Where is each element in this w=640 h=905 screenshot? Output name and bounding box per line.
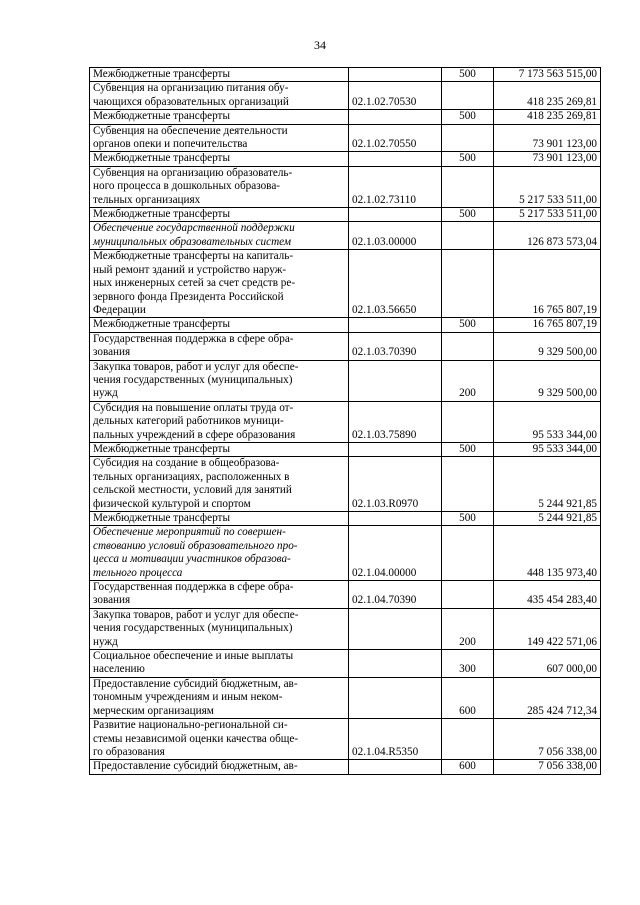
table-row (90, 152, 601, 166)
table-row (90, 166, 601, 207)
target-code-cell: 02.1.02.73110 (349, 166, 442, 207)
expense-type-cell (442, 719, 494, 760)
expense-type-cell: 500 (442, 318, 494, 332)
item-name-line: Межбюджетные трансферты (93, 512, 230, 524)
amount-cell: 418 235 269,81 (494, 82, 601, 110)
item-name-line: нужд (93, 387, 118, 400)
item-name-line: Государственная поддержка в сфере обра- (93, 581, 294, 594)
item-name-line: Развитие национально-региональной си- (93, 719, 288, 732)
amount-cell: 9 329 500,00 (494, 332, 601, 360)
item-name-line: Государственная поддержка в сфере обра- (93, 332, 294, 345)
item-name-line: населению (93, 663, 145, 676)
target-code-cell (349, 68, 442, 82)
item-name-cell (90, 442, 349, 456)
item-name-cell (90, 208, 349, 222)
item-name-cell (90, 110, 349, 124)
amount-cell: 5 217 533 511,00 (494, 166, 601, 207)
target-code-cell (349, 442, 442, 456)
item-name-cell (90, 650, 349, 678)
table-row (90, 401, 601, 442)
item-name-line: пальных учреждений в сфере образования (93, 428, 296, 441)
target-code-cell: 02.1.03.70390 (349, 332, 442, 360)
item-name-line: Субсидия на повышение оплаты труда от- (93, 401, 294, 414)
item-name-line: Межбюджетные трансферты (93, 208, 230, 221)
expense-type-cell: 200 (442, 608, 494, 649)
expense-type-cell: 500 (442, 68, 494, 82)
expense-type-cell (442, 581, 494, 609)
page-number: 34 (314, 38, 326, 52)
amount-cell: 16 765 807,19 (494, 250, 601, 318)
amount-cell: 16 765 807,19 (494, 318, 601, 332)
table-row (90, 526, 601, 581)
target-code-cell (349, 208, 442, 222)
expense-type-cell (442, 457, 494, 512)
table-row (90, 760, 601, 774)
amount-cell: 149 422 571,06 (494, 608, 601, 649)
item-name-line: Социальное обеспечение и иные выплаты (93, 650, 294, 663)
item-name-cell (90, 719, 349, 760)
amount-cell: 73 901 123,00 (494, 152, 601, 166)
expense-type-cell (442, 526, 494, 581)
amount-cell: 7 173 563 515,00 (494, 68, 601, 82)
expense-type-cell: 600 (442, 677, 494, 718)
item-name-line: ный ремонт зданий и устройство наруж- (93, 263, 287, 276)
item-name-line: Межбюджетные трансферты (93, 318, 230, 331)
table-row (90, 608, 601, 649)
item-name-line: Межбюджетные трансферты (93, 68, 230, 80)
amount-cell: 9 329 500,00 (494, 360, 601, 401)
item-name-line: Межбюджетные трансферты на капиталь- (93, 250, 294, 263)
item-name-line: Закупка товаров, работ и услуг для обеспе- (93, 608, 299, 621)
item-name-line: зервного фонда Президента Российской (93, 290, 284, 303)
item-name-line: физической культурой и спортом (93, 497, 251, 510)
item-name-line: дельных категорий работников муници- (93, 415, 284, 428)
item-name-line: тельного процесса (93, 566, 183, 579)
item-name-line: Межбюджетные трансферты (93, 442, 230, 455)
target-code-cell: 02.1.03.75890 (349, 401, 442, 442)
amount-cell: 73 901 123,00 (494, 124, 601, 152)
expense-type-cell (442, 332, 494, 360)
expense-type-cell: 500 (442, 208, 494, 222)
item-name-line: зования (93, 594, 131, 607)
item-name-cell (90, 82, 349, 110)
item-name-line: нужд (93, 635, 118, 648)
item-name-line: Межбюджетные трансферты (93, 110, 230, 123)
item-name-line: мерческим организациям (93, 704, 214, 717)
item-name-line: муниципальных образовательных систем (93, 235, 291, 248)
target-code-cell (349, 360, 442, 401)
amount-cell: 95 533 344,00 (494, 401, 601, 442)
item-name-cell (90, 512, 349, 526)
table-row (90, 677, 601, 718)
expense-type-cell: 600 (442, 760, 494, 774)
item-name-cell (90, 526, 349, 581)
target-code-cell: 02.1.03.56650 (349, 250, 442, 318)
target-code-cell (349, 677, 442, 718)
item-name-cell (90, 124, 349, 152)
expense-type-cell: 300 (442, 650, 494, 678)
item-name-line: зования (93, 346, 131, 359)
table-row (90, 512, 601, 526)
target-code-cell (349, 760, 442, 774)
table-row (90, 82, 601, 110)
item-name-line: сельской местности, условий для занятий (93, 484, 292, 497)
item-name-line: Субсидия на создание в общеобразова- (93, 457, 280, 470)
item-name-cell (90, 457, 349, 512)
target-code-cell (349, 152, 442, 166)
target-code-cell (349, 110, 442, 124)
item-name-line: стемы независимой оценки качества обще- (93, 732, 299, 745)
amount-cell: 7 056 338,00 (494, 760, 601, 774)
table-row (90, 222, 601, 250)
expense-type-cell: 500 (442, 152, 494, 166)
item-name-line: Федерации (93, 303, 146, 316)
item-name-cell (90, 677, 349, 718)
table-row (90, 124, 601, 152)
table-row (90, 360, 601, 401)
expense-type-cell: 500 (442, 110, 494, 124)
target-code-cell (349, 512, 442, 526)
item-name-cell (90, 68, 349, 82)
target-code-cell: 02.1.03.R0970 (349, 457, 442, 512)
expense-type-cell (442, 124, 494, 152)
amount-cell: 448 135 973,40 (494, 526, 601, 581)
item-name-line: органов опеки и попечительства (93, 138, 248, 151)
expense-type-cell: 200 (442, 360, 494, 401)
item-name-line: тономным учреждениям и иным неком- (93, 691, 283, 704)
expense-type-cell (442, 250, 494, 318)
amount-cell: 7 056 338,00 (494, 719, 601, 760)
table-row (90, 719, 601, 760)
item-name-line: Предоставление субсидий бюджетным, ав- (93, 677, 298, 690)
target-code-cell: 02.1.02.70530 (349, 82, 442, 110)
item-name-line: го образования (93, 745, 165, 758)
item-name-cell (90, 760, 349, 774)
target-code-cell (349, 608, 442, 649)
target-code-cell (349, 650, 442, 678)
table-row (90, 650, 601, 678)
expense-type-cell: 500 (442, 442, 494, 456)
expense-type-cell (442, 82, 494, 110)
budget-table (89, 67, 601, 775)
item-name-cell (90, 401, 349, 442)
item-name-line: цесса и мотивации участников образова- (93, 553, 291, 566)
amount-cell: 5 217 533 511,00 (494, 208, 601, 222)
target-code-cell: 02.1.02.70550 (349, 124, 442, 152)
item-name-cell (90, 608, 349, 649)
item-name-cell (90, 318, 349, 332)
item-name-line: тельных организациях (93, 193, 201, 206)
item-name-cell (90, 250, 349, 318)
expense-type-cell (442, 166, 494, 207)
item-name-cell (90, 581, 349, 609)
item-name-line: ного процесса в дошкольных образова- (93, 180, 281, 193)
target-code-cell: 02.1.03.00000 (349, 222, 442, 250)
amount-cell: 435 454 283,40 (494, 581, 601, 609)
expense-type-cell (442, 222, 494, 250)
target-code-cell (349, 318, 442, 332)
expense-type-cell (442, 401, 494, 442)
amount-cell: 607 000,00 (494, 650, 601, 678)
item-name-line: чения государственных (муниципальных) (93, 373, 293, 386)
table-row (90, 457, 601, 512)
table-row (90, 442, 601, 456)
table-row (90, 250, 601, 318)
amount-cell: 126 873 573,04 (494, 222, 601, 250)
target-code-cell: 02.1.04.R5350 (349, 719, 442, 760)
table-row (90, 110, 601, 124)
table-row (90, 68, 601, 82)
item-name-line: ных инженерных сетей за счет средств ре- (93, 277, 296, 290)
amount-cell: 5 244 921,85 (494, 512, 601, 526)
target-code-cell: 02.1.04.00000 (349, 526, 442, 581)
item-name-line: Обеспечение мероприятий по совершен- (93, 526, 286, 539)
item-name-line: Закупка товаров, работ и услуг для обеспе- (93, 360, 299, 373)
expense-type-cell: 500 (442, 512, 494, 526)
amount-cell: 5 244 921,85 (494, 457, 601, 512)
target-code-cell: 02.1.04.70390 (349, 581, 442, 609)
item-name-cell (90, 332, 349, 360)
amount-cell: 95 533 344,00 (494, 442, 601, 456)
item-name-cell (90, 360, 349, 401)
item-name-line: тельных организациях, расположенных в (93, 470, 290, 483)
table-row (90, 208, 601, 222)
amount-cell: 418 235 269,81 (494, 110, 601, 124)
item-name-line: Обеспечение государственной поддержки (93, 222, 295, 235)
amount-cell: 285 424 712,34 (494, 677, 601, 718)
item-name-cell (90, 152, 349, 166)
item-name-line: Субвенция на организацию питания обу- (93, 82, 289, 95)
table-row (90, 581, 601, 609)
item-name-line: ствованию условий образовательного про- (93, 539, 298, 552)
item-name-line: Субвенция на обеспечение деятельности (93, 124, 288, 137)
table-row (90, 318, 601, 332)
item-name-cell (90, 166, 349, 207)
item-name-line: чающихся образовательных организаций (93, 95, 289, 108)
budget-table-body (90, 68, 601, 775)
table-row (90, 332, 601, 360)
item-name-line: Предоставление субсидий бюджетным, ав- (93, 760, 298, 773)
item-name-line: Субвенция на организацию образователь- (93, 166, 293, 179)
item-name-line: Межбюджетные трансферты (93, 152, 230, 165)
item-name-line: чения государственных (муниципальных) (93, 622, 293, 635)
item-name-cell (90, 222, 349, 250)
